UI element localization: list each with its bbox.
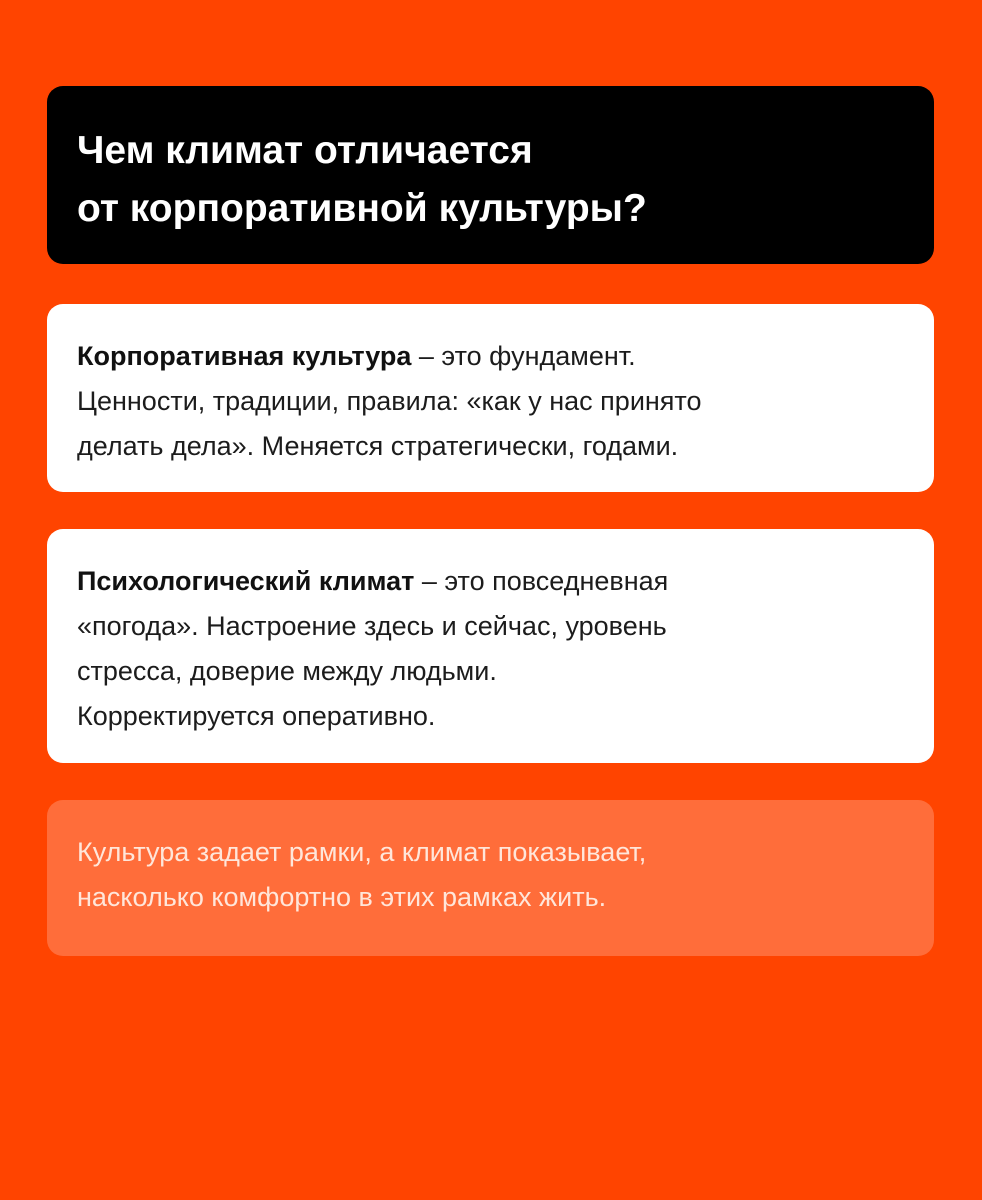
title-line-1: Чем климат отличается: [77, 129, 533, 172]
corporate-culture-text: [77, 334, 904, 469]
corporate-culture-line-2: Ценности, традиции, правила: «как у нас принято: [77, 386, 702, 416]
corporate-culture-line-3: делать дела». Меняется стратегически, годами.: [77, 431, 679, 461]
corporate-culture-card: [47, 304, 934, 492]
psychological-climate-card: [47, 529, 934, 763]
psychological-climate-line-4: Корректируется оперативно.: [77, 701, 436, 731]
psychological-climate-line-3: стресса, доверие между людьми.: [77, 656, 497, 686]
corporate-culture-line-1: – это фундамент.: [411, 341, 636, 371]
title-line-2: от корпоративной культуры?: [77, 187, 647, 230]
summary-note-line-1: Культура задает рамки, а климат показывает,: [77, 837, 647, 867]
title-card: [47, 86, 934, 264]
summary-note-text: [77, 830, 904, 920]
psychological-climate-line-1: – это повседневная: [414, 566, 669, 596]
psychological-climate-text: [77, 559, 904, 739]
summary-note-card: [47, 800, 934, 956]
summary-note-line-2: насколько комфортно в этих рамках жить.: [77, 882, 607, 912]
psychological-climate-line-2: «погода». Настроение здесь и сейчас, уровень: [77, 611, 667, 641]
corporate-culture-term: Корпоративная культура: [77, 341, 412, 371]
psychological-climate-term: Психологический климат: [77, 566, 415, 596]
